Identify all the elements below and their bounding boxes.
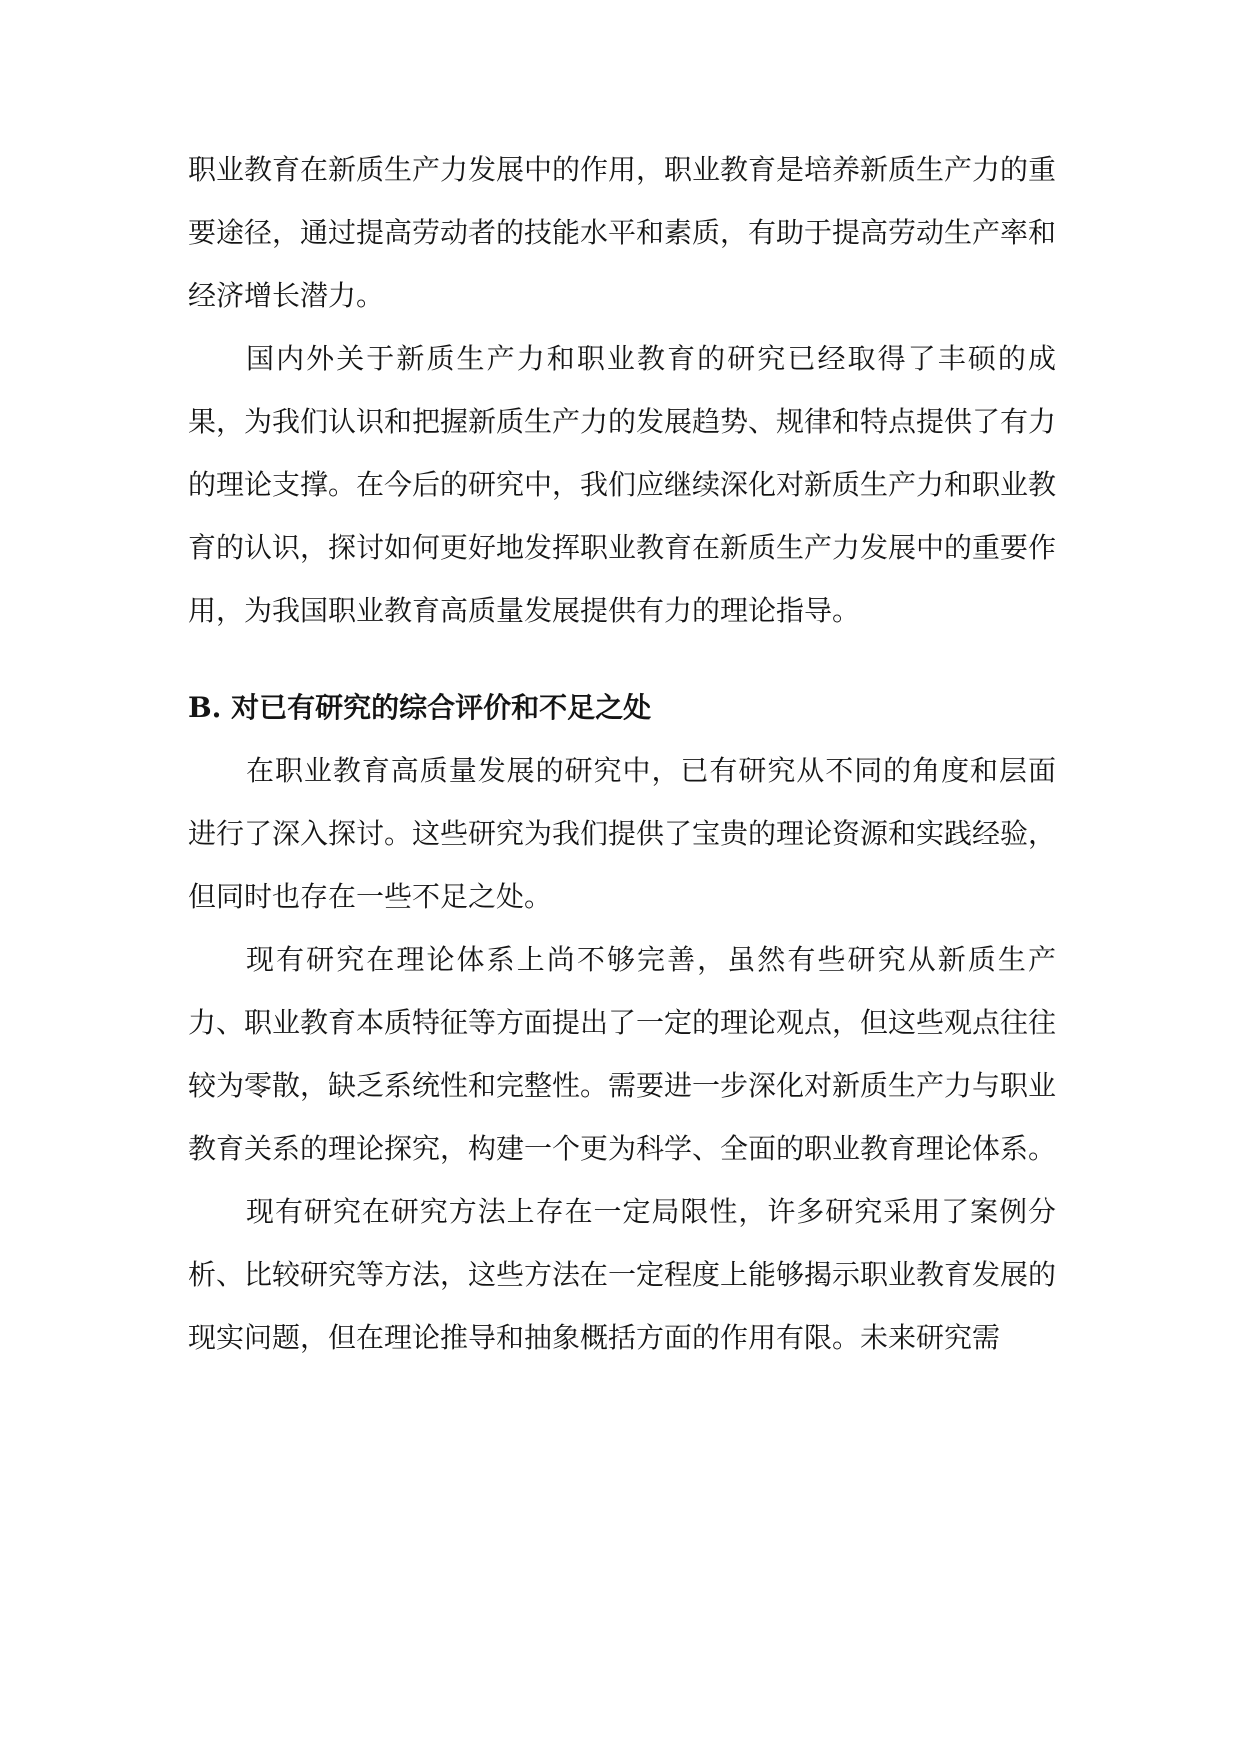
- paragraph-theory-gap: 现有研究在理论体系上尚不够完善，虽然有些研究从新质生产力、职业教育本质特征等方面提出了一定的理论观点，但这些观点往往较为零散，缺乏系统性和完整性。需要进一步深化对新质生产力与职业教育关系的理论探究，构建一个更为科学、全面的职业教育理论体系。: [188, 943, 1057, 1165]
- paragraph-method-gap: 现有研究在研究方法上存在一定局限性，许多研究采用了案例分析、比较研究等方法，这些方法在一定程度上能够揭示职业教育发展的现实问题，但在理论推导和抽象概括方面的作用有限。未来研究需: [188, 1195, 1057, 1354]
- document-body: [188, 138, 1056, 1369]
- paragraph-evaluation: 在职业教育高质量发展的研究中，已有研究从不同的角度和层面进行了深入探讨。这些研究为我们提供了宝贵的理论资源和实践经验，但同时也存在一些不足之处。: [188, 754, 1057, 913]
- paragraph-summary: 国内外关于新质生产力和职业教育的研究已经取得了丰硕的成果，为我们认识和把握新质生产力的发展趋势、规律和特点提供了有力的理论支撑。在今后的研究中，我们应继续深化对新质生产力和职业教育的认识，探讨如何更好地发挥职业教育在新质生产力发展中的重要作用，为我国职业教育高质量发展提供有力的理论指导。: [188, 342, 1057, 627]
- paragraph-continued: 职业教育在新质生产力发展中的作用，职业教育是培养新质生产力的重要途径，通过提高劳动者的技能水平和素质，有助于提高劳动生产率和经济增长潜力。: [188, 153, 1057, 312]
- section-heading: B. 对已有研究的综合评价和不足之处: [188, 691, 652, 724]
- section-spacer: [188, 642, 1056, 676]
